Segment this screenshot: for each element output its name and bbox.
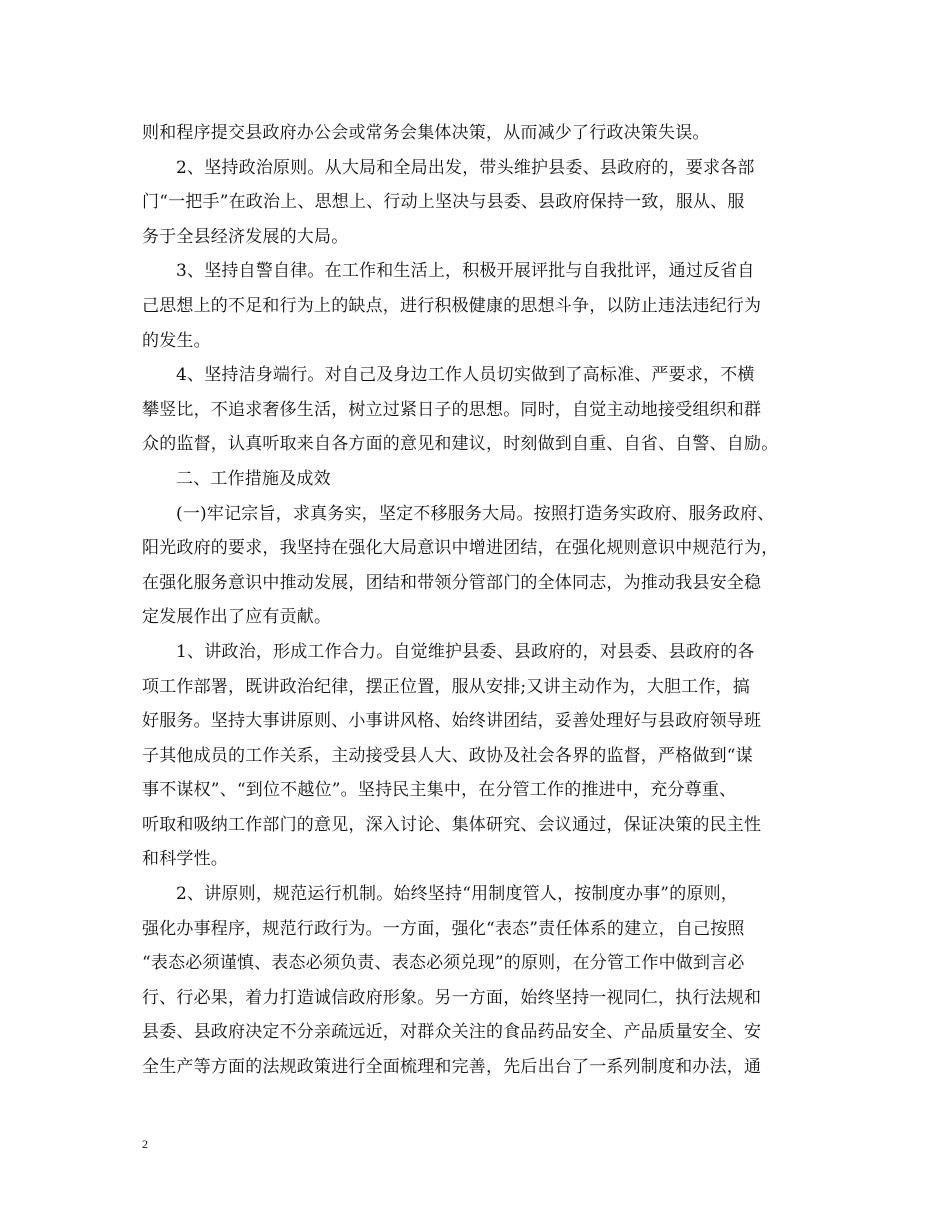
document-body [142, 116, 814, 1085]
text-line: 项工作部署，既讲政治纪律，摆正位置，服从安排;又讲主动作为，大胆工作，搞 [142, 676, 750, 697]
page-number: 2 [142, 1137, 148, 1151]
text-line: 2、坚持政治原则。从大局和全局出发，带头维护县委、县政府的，要求各部 [176, 157, 755, 178]
text-line: 二、工作措施及成效 [176, 468, 331, 489]
text-line: 1、讲政治，形成工作合力。自觉维护县委、县政府的，对县委、县政府的各 [176, 641, 755, 662]
text-line: 2、讲原则，规范运行机制。始终坚持“用制度管人，按制度办事”的原则， [176, 884, 738, 905]
text-line: 好服务。坚持大事讲原则、小事讲风格、始终讲团结，妥善处理好与县政府领导班 [142, 711, 762, 732]
text-line: 门“一把手”在政治上、思想上、行动上坚决与县委、县政府保持一致，服从、服 [142, 192, 745, 213]
text-line: 事不谋权”、“到位不越位”。坚持民主集中，在分管工作的推进中，充分尊重、 [142, 780, 737, 801]
text-line: 在强化服务意识中推动发展，团结和带领分管部门的全体同志，为推动我县安全稳 [142, 572, 762, 593]
text-line: “表态必须谨慎、表态必须负责、表态必须兑现”的原则，在分管工作中做到言必 [142, 953, 745, 974]
text-line: 强化办事程序，规范行政行为。一方面，强化“表态”责任体系的建立，自己按照 [142, 918, 745, 939]
text-line: 县委、县政府决定不分亲疏远近，对群众关注的食品药品安全、产品质量安全、安 [142, 1022, 762, 1043]
text-line: 务于全县经济发展的大局。 [142, 226, 349, 247]
text-line: 阳光政府的要求，我坚持在强化大局意识中增进团结，在强化规则意识中规范行为， [142, 538, 779, 559]
text-line: 听取和吸纳工作部门的意见，深入讨论、集体研究、会议通过，保证决策的民主性 [142, 814, 762, 835]
text-line: 行、行必果，着力打造诚信政府形象。另一方面，始终坚持一视同仁，执行法规和 [142, 987, 762, 1008]
text-line: 3、坚持自警自律。在工作和生活上，积极开展评批与自我批评，通过反省自 [176, 261, 755, 282]
text-line: 则和程序提交县政府办公会或常务会集体决策，从而减少了行政决策失误。 [142, 123, 710, 143]
text-line: 众的监督，认真听取来自各方面的意见和建议，时刻做到自重、自省、自警、自励。 [142, 434, 779, 455]
text-line: 4、坚持洁身端行。对自己及身边工作人员切实做到了高标准、严要求，不横 [176, 365, 755, 386]
text-line: 定发展作出了应有贡献。 [142, 607, 332, 628]
text-line: 攀竖比，不追求奢侈生活，树立过紧日子的思想。同时，自觉主动地接受组织和群 [142, 399, 762, 420]
text-line: 和科学性。 [142, 849, 228, 870]
text-line: 己思想上的不足和行为上的缺点，进行积极健康的思想斗争，以防止违法违纪行为 [142, 295, 762, 316]
text-line: 全生产等方面的法规政策进行全面梳理和完善，先后出台了一系列制度和办法，通 [142, 1057, 762, 1078]
text-line: (一)牢记宗旨，求真务实，坚定不移服务大局。按照打造务实政府、服务政府、 [176, 503, 775, 524]
text-line: 的发生。 [142, 330, 211, 351]
text-line: 子其他成员的工作关系，主动接受县人大、政协及社会各界的监督，严格做到“谋 [142, 745, 753, 766]
